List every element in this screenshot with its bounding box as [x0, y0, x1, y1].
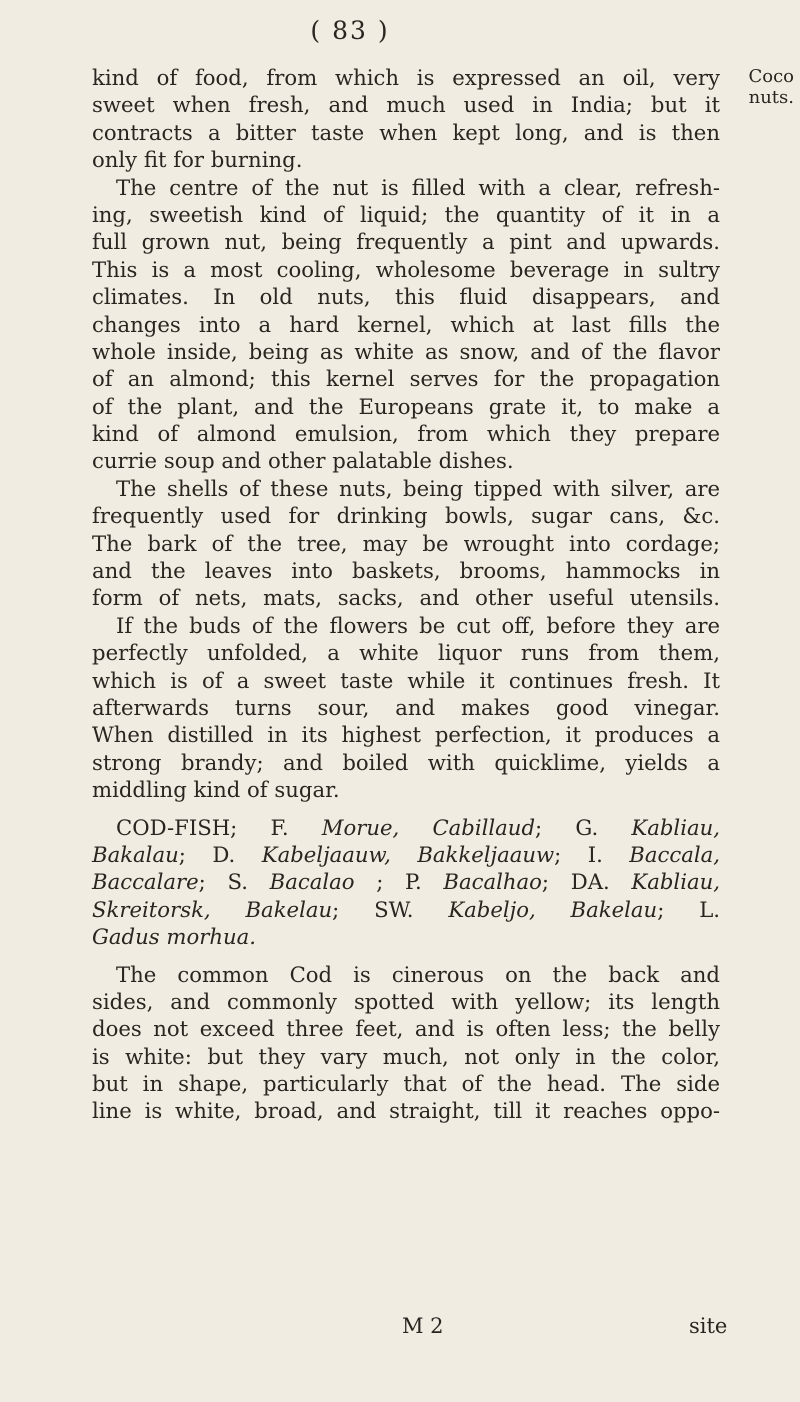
- separator: ; I.: [554, 841, 630, 867]
- paragraph-coco-oil: [92, 64, 720, 174]
- margin-note-line: nuts.: [748, 87, 794, 108]
- catchword: site: [689, 1314, 728, 1338]
- text-line: The centre of the nut is filled with a clear, refresh-: [116, 174, 720, 200]
- text-line: only fit for burning.: [92, 147, 303, 173]
- text-line: [92, 841, 720, 868]
- text-line: This is a most cooling, wholesome beverage in sultry: [92, 256, 720, 282]
- paragraph-coco-buds: [92, 612, 720, 804]
- text-line: currie soup and other palatable dishes.: [92, 448, 514, 474]
- text-line: If the buds of the flowers be cut off, before they are: [116, 612, 720, 638]
- paragraph-coco-liquid: [92, 174, 720, 475]
- text-line: The bark of the tree, may be wrought into cordage;: [92, 530, 720, 556]
- margin-note: [748, 66, 794, 108]
- paragraph-cod-description: [92, 961, 720, 1125]
- separator: ; P.: [354, 869, 444, 895]
- dutch-name: Kabeljaauw, Bakkeljaauw: [261, 841, 555, 867]
- text-line: contracts a bitter taste when kept long, and is then: [92, 119, 720, 145]
- entry-heading: COD-FISH; F.: [116, 814, 322, 840]
- paragraph-coco-shells: [92, 475, 720, 612]
- text-line: but in shape, particularly that of the head. The side: [92, 1071, 720, 1097]
- section-gap: [92, 804, 720, 814]
- text-line: whole inside, being as white as snow, and of the flavor: [92, 338, 720, 364]
- separator: ; D.: [178, 841, 262, 867]
- danish-name: Kabliau,: [631, 869, 720, 895]
- body-text: [92, 64, 720, 1125]
- text-line: of an almond; this kernel serves for the propagation: [92, 366, 720, 392]
- text-line: climates. In old nuts, this fluid disappears, and: [92, 284, 720, 310]
- margin-note-line: Coco: [748, 66, 794, 87]
- french-name: Morue, Cabillaud: [321, 814, 536, 840]
- text-line: changes into a hard kernel, which at last fills the: [92, 311, 720, 337]
- text-line: is white: but they vary much, not only in the color,: [92, 1043, 720, 1069]
- separator: ; DA.: [541, 869, 632, 895]
- text-line: does not exceed three feet, and is often less; the belly: [92, 1016, 720, 1042]
- text-line: frequently used for drinking bowls, sugar cans, &c.: [92, 503, 720, 529]
- text-line: kind of almond emulsion, from which they prepare: [92, 421, 720, 447]
- text-line: When distilled in its highest perfection, it produces a: [92, 722, 720, 748]
- text-line: of the plant, and the Europeans grate it, to make a: [92, 393, 720, 419]
- text-line: ing, sweetish kind of liquid; the quantity of it in a: [92, 201, 720, 227]
- separator: ; SW.: [332, 896, 449, 922]
- danish-name: Skreitorsk, Bakelau: [92, 896, 333, 922]
- text-line: [92, 896, 720, 923]
- portuguese-name: Bacalhao: [443, 869, 542, 895]
- text-line: strong brandy; and boiled with quicklime, yields a: [92, 749, 720, 775]
- text-line: kind of food, from which is expressed an oil, very: [92, 65, 720, 90]
- signature-mark: M 2: [402, 1314, 444, 1338]
- page-number: ( 83 ): [310, 16, 390, 45]
- text-line: [92, 814, 720, 841]
- text-line: middling kind of sugar.: [92, 777, 340, 803]
- swedish-name: Kabeljo, Bakelau: [448, 896, 658, 922]
- text-line: form of nets, mats, sacks, and other useful utensils.: [92, 585, 720, 611]
- italian-name: Baccala,: [629, 841, 721, 867]
- text-line: sides, and commonly spotted with yellow; its length: [92, 988, 720, 1014]
- german-name: Bakalau: [92, 841, 179, 867]
- section-gap: [92, 951, 720, 961]
- latin-name: Gadus morhua.: [92, 924, 257, 950]
- text-line: sweet when fresh, and much used in India; but it: [92, 92, 720, 118]
- spanish-name: Bacalao: [269, 869, 355, 895]
- codfish-entry: [92, 814, 720, 951]
- text-line: and the leaves into baskets, brooms, hammocks in: [92, 558, 720, 584]
- text-line: which is of a sweet taste while it continues fresh. It: [92, 667, 720, 693]
- text-line: The common Cod is cinerous on the back and: [116, 961, 720, 987]
- text-line: line is white, broad, and straight, till it reaches oppo-: [92, 1098, 720, 1124]
- separator: ; S.: [198, 869, 270, 895]
- text-line: [92, 923, 720, 950]
- separator: ; L.: [657, 896, 720, 922]
- text-line: The shells of these nuts, being tipped with silver, are: [116, 475, 720, 501]
- text-line: perfectly unfolded, a white liquor runs from them,: [92, 640, 720, 666]
- italian-name: Baccalare: [92, 869, 199, 895]
- text-line: full grown nut, being frequently a pint and upwards.: [92, 229, 720, 255]
- text-line: afterwards turns sour, and makes good vinegar.: [92, 694, 720, 720]
- german-name: Kabliau,: [631, 814, 720, 840]
- text-line: [92, 868, 720, 895]
- separator: ; G.: [535, 814, 632, 840]
